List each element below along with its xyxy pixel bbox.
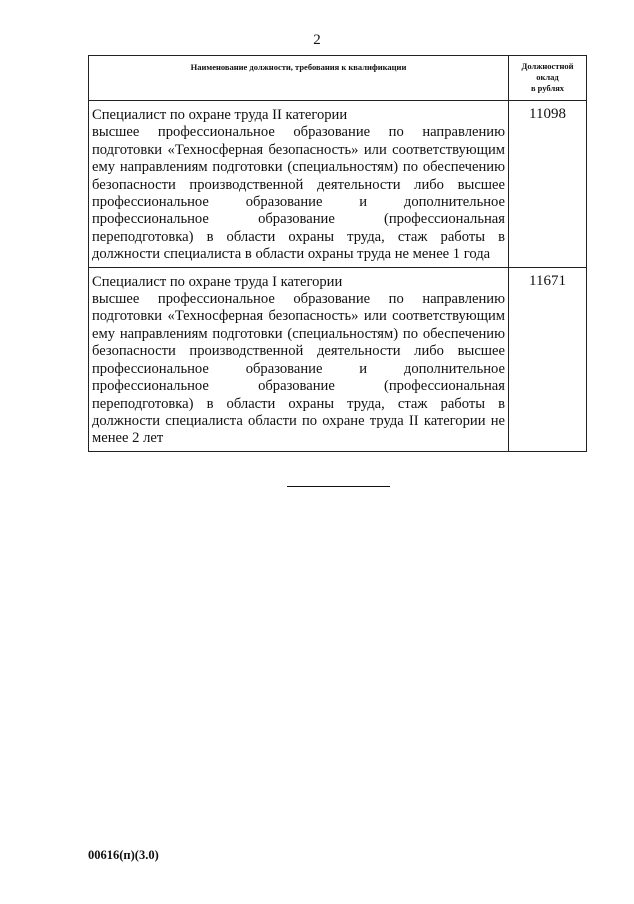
table-row — [89, 267, 587, 451]
position-title: Специалист по охране труда II категории — [92, 107, 348, 123]
header-salary-line2: оклад — [536, 72, 559, 82]
position-title: Специалист по охране труда I категории — [92, 273, 343, 290]
table-row — [89, 101, 587, 268]
position-salary-table — [88, 55, 587, 452]
salary-value: 11098 — [509, 101, 587, 268]
document-code: 00616(п)(3.0) — [88, 848, 159, 862]
end-separator-line — [287, 486, 390, 487]
position-requirements: высшее профессиональное образование по направлению подготовки «Техносферная безопасность» или соответствующим ему направлениям подготовки (специальностям) по обеспечению безопасности производственной деятельности либо высшее профессиональное образование и дополнительное профессиональное образование (профессиональная переподготовка) в области охраны труда, стаж работы в должности специалиста области по охране труда II категории не менее 2 лет — [92, 291, 505, 447]
header-salary — [509, 56, 587, 101]
table-header-row — [89, 56, 587, 101]
page-number: 2 — [313, 32, 321, 48]
position-requirements: высшее профессиональное образование по направлению подготовки «Техносферная безопасность» или соответствующим ему направлениям подготовки (специальностям) по обеспечению безопасности производственной деятельности либо высшее профессиональное образование и дополнительное профессиональное образование (профессиональная переподготовка) в области охраны труда, стаж работы в должности специалиста в области охраны труда не менее 1 года — [92, 124, 505, 263]
header-position: Наименование должности, требования к квалификации — [89, 56, 509, 101]
header-salary-line3: в рублях — [530, 83, 565, 93]
salary-value: 11671 — [509, 267, 587, 451]
position-cell — [89, 101, 509, 268]
header-salary-line1: Должностной — [521, 61, 574, 71]
position-cell — [89, 267, 509, 451]
